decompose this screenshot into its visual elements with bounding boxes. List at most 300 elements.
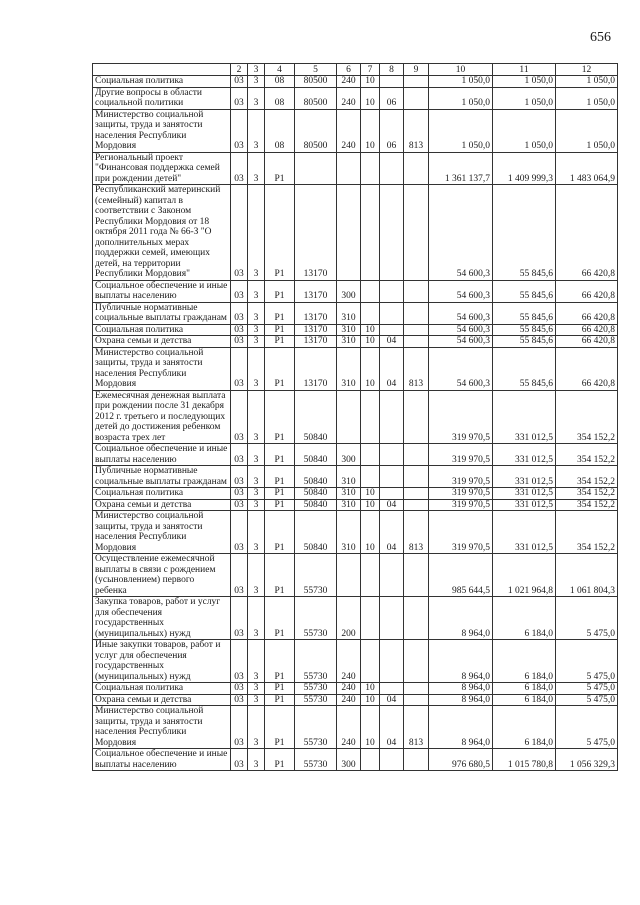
column-header-2: 2 <box>231 64 248 76</box>
amount-cell: 66 420,8 <box>556 302 618 324</box>
code-cell: 10 <box>361 499 380 511</box>
amount-cell: 6 184,0 <box>493 694 556 706</box>
amount-cell: 1 050,0 <box>493 87 556 109</box>
code-cell: 03 <box>231 109 248 152</box>
row-name-cell: Ежемесячная денежная выплата при рождении после 31 декабря 2012 г. третьего и последующих детей до достижения ребенком возраста трех лет <box>93 390 231 444</box>
amount-cell: 1 483 064,9 <box>556 152 618 185</box>
code-cell: 10 <box>361 76 380 88</box>
code-cell: 55730 <box>295 554 337 597</box>
code-cell: 50840 <box>295 390 337 444</box>
table-row <box>93 694 618 706</box>
row-name-cell: Социальное обеспечение и иные выплаты населению <box>93 280 231 302</box>
code-cell <box>295 152 337 185</box>
column-header-12: 12 <box>556 64 618 76</box>
table-row <box>93 511 618 554</box>
code-cell <box>337 390 361 444</box>
code-cell <box>380 554 404 597</box>
code-cell <box>380 302 404 324</box>
row-name-cell: Социальная политика <box>93 683 231 695</box>
code-cell <box>361 640 380 683</box>
code-cell: 06 <box>380 109 404 152</box>
code-cell: 3 <box>248 280 265 302</box>
code-cell: 3 <box>248 185 265 281</box>
code-cell <box>361 597 380 640</box>
code-cell: 04 <box>380 694 404 706</box>
code-cell: 08 <box>265 76 295 88</box>
code-cell: 3 <box>248 152 265 185</box>
code-cell: 10 <box>361 706 380 749</box>
amount-cell: 5 475,0 <box>556 597 618 640</box>
table-row <box>93 554 618 597</box>
code-cell: 3 <box>248 683 265 695</box>
code-cell: 13170 <box>295 280 337 302</box>
amount-cell: 66 420,8 <box>556 185 618 281</box>
code-cell: 55730 <box>295 597 337 640</box>
code-cell: 3 <box>248 511 265 554</box>
code-cell <box>404 444 429 466</box>
code-cell: 03 <box>231 76 248 88</box>
code-cell: 03 <box>231 640 248 683</box>
code-cell <box>361 466 380 488</box>
amount-cell: 331 012,5 <box>493 444 556 466</box>
code-cell: 03 <box>231 597 248 640</box>
code-cell: 55730 <box>295 683 337 695</box>
column-header-8: 8 <box>380 64 404 76</box>
code-cell: P1 <box>265 694 295 706</box>
row-name-cell: Социальная политика <box>93 324 231 336</box>
code-cell: 03 <box>231 185 248 281</box>
amount-cell: 1 361 137,7 <box>429 152 493 185</box>
amount-cell: 1 050,0 <box>429 109 493 152</box>
code-cell: 04 <box>380 347 404 390</box>
code-cell: P1 <box>265 444 295 466</box>
code-cell: 03 <box>231 302 248 324</box>
code-cell: 13170 <box>295 336 337 348</box>
code-cell: 3 <box>248 390 265 444</box>
amount-cell: 331 012,5 <box>493 488 556 500</box>
code-cell <box>404 499 429 511</box>
code-cell: P1 <box>265 511 295 554</box>
amount-cell: 985 644,5 <box>429 554 493 597</box>
code-cell: 10 <box>361 109 380 152</box>
row-name-cell: Республиканский материнский (семейный) капитал в соответствии с Законом Республики Мордовия от 18 октября 2011 года № 66-З "О дополнительных мерах поддержки семей, имеющих детей, на территории Республики Мордовия" <box>93 185 231 281</box>
table-row <box>93 640 618 683</box>
code-cell: 55730 <box>295 706 337 749</box>
code-cell: 813 <box>404 109 429 152</box>
column-header-9: 9 <box>404 64 429 76</box>
code-cell: 240 <box>337 706 361 749</box>
code-cell <box>404 488 429 500</box>
row-name-cell: Охрана семьи и детства <box>93 336 231 348</box>
code-cell: 03 <box>231 554 248 597</box>
code-cell <box>380 683 404 695</box>
code-cell: 03 <box>231 749 248 771</box>
amount-cell: 354 152,2 <box>556 390 618 444</box>
amount-cell: 1 050,0 <box>556 109 618 152</box>
amount-cell: 1 050,0 <box>556 87 618 109</box>
row-name-cell: Министерство социальной защиты, труда и занятости населения Республики Мордовия <box>93 706 231 749</box>
amount-cell: 354 152,2 <box>556 444 618 466</box>
code-cell: 3 <box>248 109 265 152</box>
code-cell <box>404 466 429 488</box>
code-cell: 310 <box>337 347 361 390</box>
code-cell: 300 <box>337 280 361 302</box>
code-cell <box>361 152 380 185</box>
amount-cell: 319 970,5 <box>429 390 493 444</box>
code-cell: 3 <box>248 347 265 390</box>
table-row <box>93 597 618 640</box>
code-cell: 10 <box>361 87 380 109</box>
column-header-5: 5 <box>295 64 337 76</box>
amount-cell: 8 964,0 <box>429 694 493 706</box>
code-cell: 310 <box>337 511 361 554</box>
code-cell: 310 <box>337 499 361 511</box>
code-cell: 04 <box>380 499 404 511</box>
code-cell <box>380 390 404 444</box>
code-cell: 3 <box>248 444 265 466</box>
amount-cell: 55 845,6 <box>493 336 556 348</box>
code-cell <box>380 488 404 500</box>
amount-cell: 1 050,0 <box>429 76 493 88</box>
column-header-6: 6 <box>337 64 361 76</box>
code-cell <box>404 390 429 444</box>
table-row <box>93 324 618 336</box>
code-cell: 03 <box>231 683 248 695</box>
code-cell: P1 <box>265 347 295 390</box>
code-cell <box>404 749 429 771</box>
amount-cell: 66 420,8 <box>556 280 618 302</box>
code-cell <box>380 640 404 683</box>
code-cell: 03 <box>231 706 248 749</box>
amount-cell: 54 600,3 <box>429 302 493 324</box>
code-cell: 3 <box>248 694 265 706</box>
code-cell: 03 <box>231 390 248 444</box>
row-name-cell: Охрана семьи и детства <box>93 694 231 706</box>
table-row <box>93 488 618 500</box>
code-cell <box>337 554 361 597</box>
code-cell: 03 <box>231 152 248 185</box>
code-cell: P1 <box>265 640 295 683</box>
code-cell <box>404 694 429 706</box>
amount-cell: 54 600,3 <box>429 324 493 336</box>
code-cell <box>380 76 404 88</box>
code-cell: P1 <box>265 185 295 281</box>
amount-cell: 8 964,0 <box>429 597 493 640</box>
amount-cell: 54 600,3 <box>429 336 493 348</box>
amount-cell: 6 184,0 <box>493 683 556 695</box>
code-cell: 13170 <box>295 302 337 324</box>
amount-cell: 5 475,0 <box>556 706 618 749</box>
code-cell: P1 <box>265 466 295 488</box>
amount-cell: 1 050,0 <box>493 76 556 88</box>
code-cell <box>361 302 380 324</box>
row-name-cell: Министерство социальной защиты, труда и занятости населения Республики Мордовия <box>93 511 231 554</box>
code-cell: 3 <box>248 554 265 597</box>
code-cell: 3 <box>248 324 265 336</box>
code-cell: 240 <box>337 640 361 683</box>
row-name-cell: Осуществление ежемесячной выплаты в связи с рождением (усыновлением) первого ребенка <box>93 554 231 597</box>
table-row <box>93 390 618 444</box>
amount-cell: 331 012,5 <box>493 499 556 511</box>
code-cell: 10 <box>361 336 380 348</box>
column-header-1 <box>93 64 231 76</box>
amount-cell: 54 600,3 <box>429 280 493 302</box>
column-header-11: 11 <box>493 64 556 76</box>
amount-cell: 6 184,0 <box>493 706 556 749</box>
code-cell: 3 <box>248 87 265 109</box>
code-cell: 310 <box>337 324 361 336</box>
code-cell <box>380 152 404 185</box>
code-cell <box>380 280 404 302</box>
amount-cell: 5 475,0 <box>556 683 618 695</box>
amount-cell: 1 015 780,8 <box>493 749 556 771</box>
code-cell: 10 <box>361 694 380 706</box>
code-cell: 3 <box>248 76 265 88</box>
code-cell: 813 <box>404 347 429 390</box>
code-cell: 50840 <box>295 466 337 488</box>
row-name-cell: Публичные нормативные социальные выплаты гражданам <box>93 466 231 488</box>
code-cell: 50840 <box>295 499 337 511</box>
code-cell: 3 <box>248 640 265 683</box>
code-cell: 200 <box>337 597 361 640</box>
code-cell: 300 <box>337 444 361 466</box>
code-cell: P1 <box>265 749 295 771</box>
code-cell <box>380 749 404 771</box>
amount-cell: 354 152,2 <box>556 499 618 511</box>
code-cell <box>361 280 380 302</box>
code-cell <box>404 324 429 336</box>
table-row <box>93 683 618 695</box>
amount-cell: 319 970,5 <box>429 466 493 488</box>
code-cell <box>404 302 429 324</box>
code-cell <box>404 554 429 597</box>
amount-cell: 354 152,2 <box>556 511 618 554</box>
code-cell: 310 <box>337 488 361 500</box>
table-header <box>93 64 618 76</box>
column-header-4: 4 <box>265 64 295 76</box>
code-cell: 08 <box>265 87 295 109</box>
code-cell: 55730 <box>295 749 337 771</box>
code-cell: 240 <box>337 109 361 152</box>
row-name-cell: Закупка товаров, работ и услуг для обеспечения государственных (муниципальных) нужд <box>93 597 231 640</box>
amount-cell: 54 600,3 <box>429 185 493 281</box>
table-row <box>93 302 618 324</box>
code-cell <box>361 390 380 444</box>
amount-cell: 8 964,0 <box>429 640 493 683</box>
code-cell: 03 <box>231 324 248 336</box>
code-cell: 813 <box>404 706 429 749</box>
code-cell: 240 <box>337 694 361 706</box>
table-row <box>93 280 618 302</box>
table-row <box>93 466 618 488</box>
amount-cell: 1 056 329,3 <box>556 749 618 771</box>
code-cell: 03 <box>231 694 248 706</box>
amount-cell: 319 970,5 <box>429 488 493 500</box>
code-cell: 3 <box>248 336 265 348</box>
amount-cell: 1 021 964,8 <box>493 554 556 597</box>
code-cell: 04 <box>380 336 404 348</box>
amount-cell: 354 152,2 <box>556 488 618 500</box>
code-cell <box>361 444 380 466</box>
code-cell <box>337 152 361 185</box>
code-cell: 08 <box>265 109 295 152</box>
code-cell: 310 <box>337 302 361 324</box>
code-cell: P1 <box>265 597 295 640</box>
code-cell: 240 <box>337 87 361 109</box>
table-row <box>93 347 618 390</box>
code-cell: 04 <box>380 706 404 749</box>
code-cell: P1 <box>265 554 295 597</box>
code-cell <box>380 324 404 336</box>
table-row <box>93 749 618 771</box>
code-cell <box>380 466 404 488</box>
row-name-cell: Публичные нормативные социальные выплаты гражданам <box>93 302 231 324</box>
code-cell: P1 <box>265 336 295 348</box>
amount-cell: 66 420,8 <box>556 347 618 390</box>
code-cell: 10 <box>361 683 380 695</box>
code-cell <box>404 683 429 695</box>
code-cell: 13170 <box>295 347 337 390</box>
code-cell: 3 <box>248 749 265 771</box>
code-cell: P1 <box>265 302 295 324</box>
amount-cell: 6 184,0 <box>493 597 556 640</box>
code-cell: 03 <box>231 280 248 302</box>
amount-cell: 66 420,8 <box>556 336 618 348</box>
amount-cell: 1 061 804,3 <box>556 554 618 597</box>
code-cell: 10 <box>361 488 380 500</box>
code-cell: 3 <box>248 488 265 500</box>
table-row <box>93 444 618 466</box>
code-cell: P1 <box>265 280 295 302</box>
amount-cell: 54 600,3 <box>429 347 493 390</box>
code-cell <box>361 185 380 281</box>
code-cell: 13170 <box>295 324 337 336</box>
code-cell: 13170 <box>295 185 337 281</box>
code-cell: 03 <box>231 444 248 466</box>
row-name-cell: Социальное обеспечение и иные выплаты населению <box>93 444 231 466</box>
budget-table <box>92 63 618 771</box>
amount-cell: 8 964,0 <box>429 683 493 695</box>
code-cell: 03 <box>231 488 248 500</box>
row-name-cell: Министерство социальной защиты, труда и занятости населения Республики Мордовия <box>93 109 231 152</box>
table-row <box>93 109 618 152</box>
code-cell: 813 <box>404 511 429 554</box>
code-cell <box>380 444 404 466</box>
code-cell: P1 <box>265 390 295 444</box>
code-cell <box>380 185 404 281</box>
amount-cell: 1 050,0 <box>556 76 618 88</box>
table-row <box>93 336 618 348</box>
code-cell: 50840 <box>295 488 337 500</box>
code-cell: 240 <box>337 683 361 695</box>
code-cell <box>404 76 429 88</box>
code-cell: 03 <box>231 499 248 511</box>
amount-cell: 1 050,0 <box>493 109 556 152</box>
amount-cell: 319 970,5 <box>429 499 493 511</box>
header-row <box>93 64 618 76</box>
code-cell <box>361 554 380 597</box>
code-cell: 50840 <box>295 444 337 466</box>
row-name-cell: Охрана семьи и детства <box>93 499 231 511</box>
code-cell: 03 <box>231 466 248 488</box>
amount-cell: 976 680,5 <box>429 749 493 771</box>
code-cell <box>380 597 404 640</box>
code-cell: P1 <box>265 488 295 500</box>
code-cell: 10 <box>361 511 380 554</box>
table-row <box>93 87 618 109</box>
code-cell: 3 <box>248 597 265 640</box>
amount-cell: 5 475,0 <box>556 694 618 706</box>
code-cell <box>404 152 429 185</box>
amount-cell: 331 012,5 <box>493 511 556 554</box>
code-cell <box>404 280 429 302</box>
column-header-10: 10 <box>429 64 493 76</box>
row-name-cell: Социальное обеспечение и иные выплаты населению <box>93 749 231 771</box>
amount-cell: 8 964,0 <box>429 706 493 749</box>
column-header-7: 7 <box>361 64 380 76</box>
amount-cell: 66 420,8 <box>556 324 618 336</box>
code-cell <box>404 336 429 348</box>
page-number: 656 <box>590 30 611 45</box>
amount-cell: 354 152,2 <box>556 466 618 488</box>
code-cell: 06 <box>380 87 404 109</box>
code-cell: 300 <box>337 749 361 771</box>
code-cell: 03 <box>231 511 248 554</box>
amount-cell: 319 970,5 <box>429 444 493 466</box>
code-cell: 3 <box>248 466 265 488</box>
code-cell <box>404 87 429 109</box>
code-cell: 04 <box>380 511 404 554</box>
code-cell: 80500 <box>295 87 337 109</box>
code-cell: 3 <box>248 499 265 511</box>
row-name-cell: Социальная политика <box>93 76 231 88</box>
code-cell: 80500 <box>295 109 337 152</box>
amount-cell: 5 475,0 <box>556 640 618 683</box>
code-cell: P1 <box>265 683 295 695</box>
amount-cell: 1 050,0 <box>429 87 493 109</box>
amount-cell: 331 012,5 <box>493 390 556 444</box>
row-name-cell: Региональный проект "Финансовая поддержка семей при рождении детей" <box>93 152 231 185</box>
code-cell <box>404 185 429 281</box>
row-name-cell: Социальная политика <box>93 488 231 500</box>
code-cell: 240 <box>337 76 361 88</box>
code-cell <box>337 185 361 281</box>
amount-cell: 1 409 999,3 <box>493 152 556 185</box>
code-cell: 10 <box>361 324 380 336</box>
code-cell: 50840 <box>295 511 337 554</box>
code-cell: 10 <box>361 347 380 390</box>
code-cell: 55730 <box>295 640 337 683</box>
code-cell: 55730 <box>295 694 337 706</box>
row-name-cell: Министерство социальной защиты, труда и занятости населения Республики Мордовия <box>93 347 231 390</box>
amount-cell: 319 970,5 <box>429 511 493 554</box>
code-cell: 03 <box>231 87 248 109</box>
table-row <box>93 185 618 281</box>
amount-cell: 55 845,6 <box>493 347 556 390</box>
code-cell: 310 <box>337 466 361 488</box>
row-name-cell: Иные закупки товаров, работ и услуг для обеспечения государственных (муниципальных) нужд <box>93 640 231 683</box>
code-cell: P1 <box>265 152 295 185</box>
code-cell: 3 <box>248 706 265 749</box>
code-cell: P1 <box>265 324 295 336</box>
table-row <box>93 152 618 185</box>
code-cell: P1 <box>265 706 295 749</box>
code-cell: 03 <box>231 347 248 390</box>
table-row <box>93 706 618 749</box>
column-header-3: 3 <box>248 64 265 76</box>
code-cell <box>404 640 429 683</box>
amount-cell: 55 845,6 <box>493 185 556 281</box>
